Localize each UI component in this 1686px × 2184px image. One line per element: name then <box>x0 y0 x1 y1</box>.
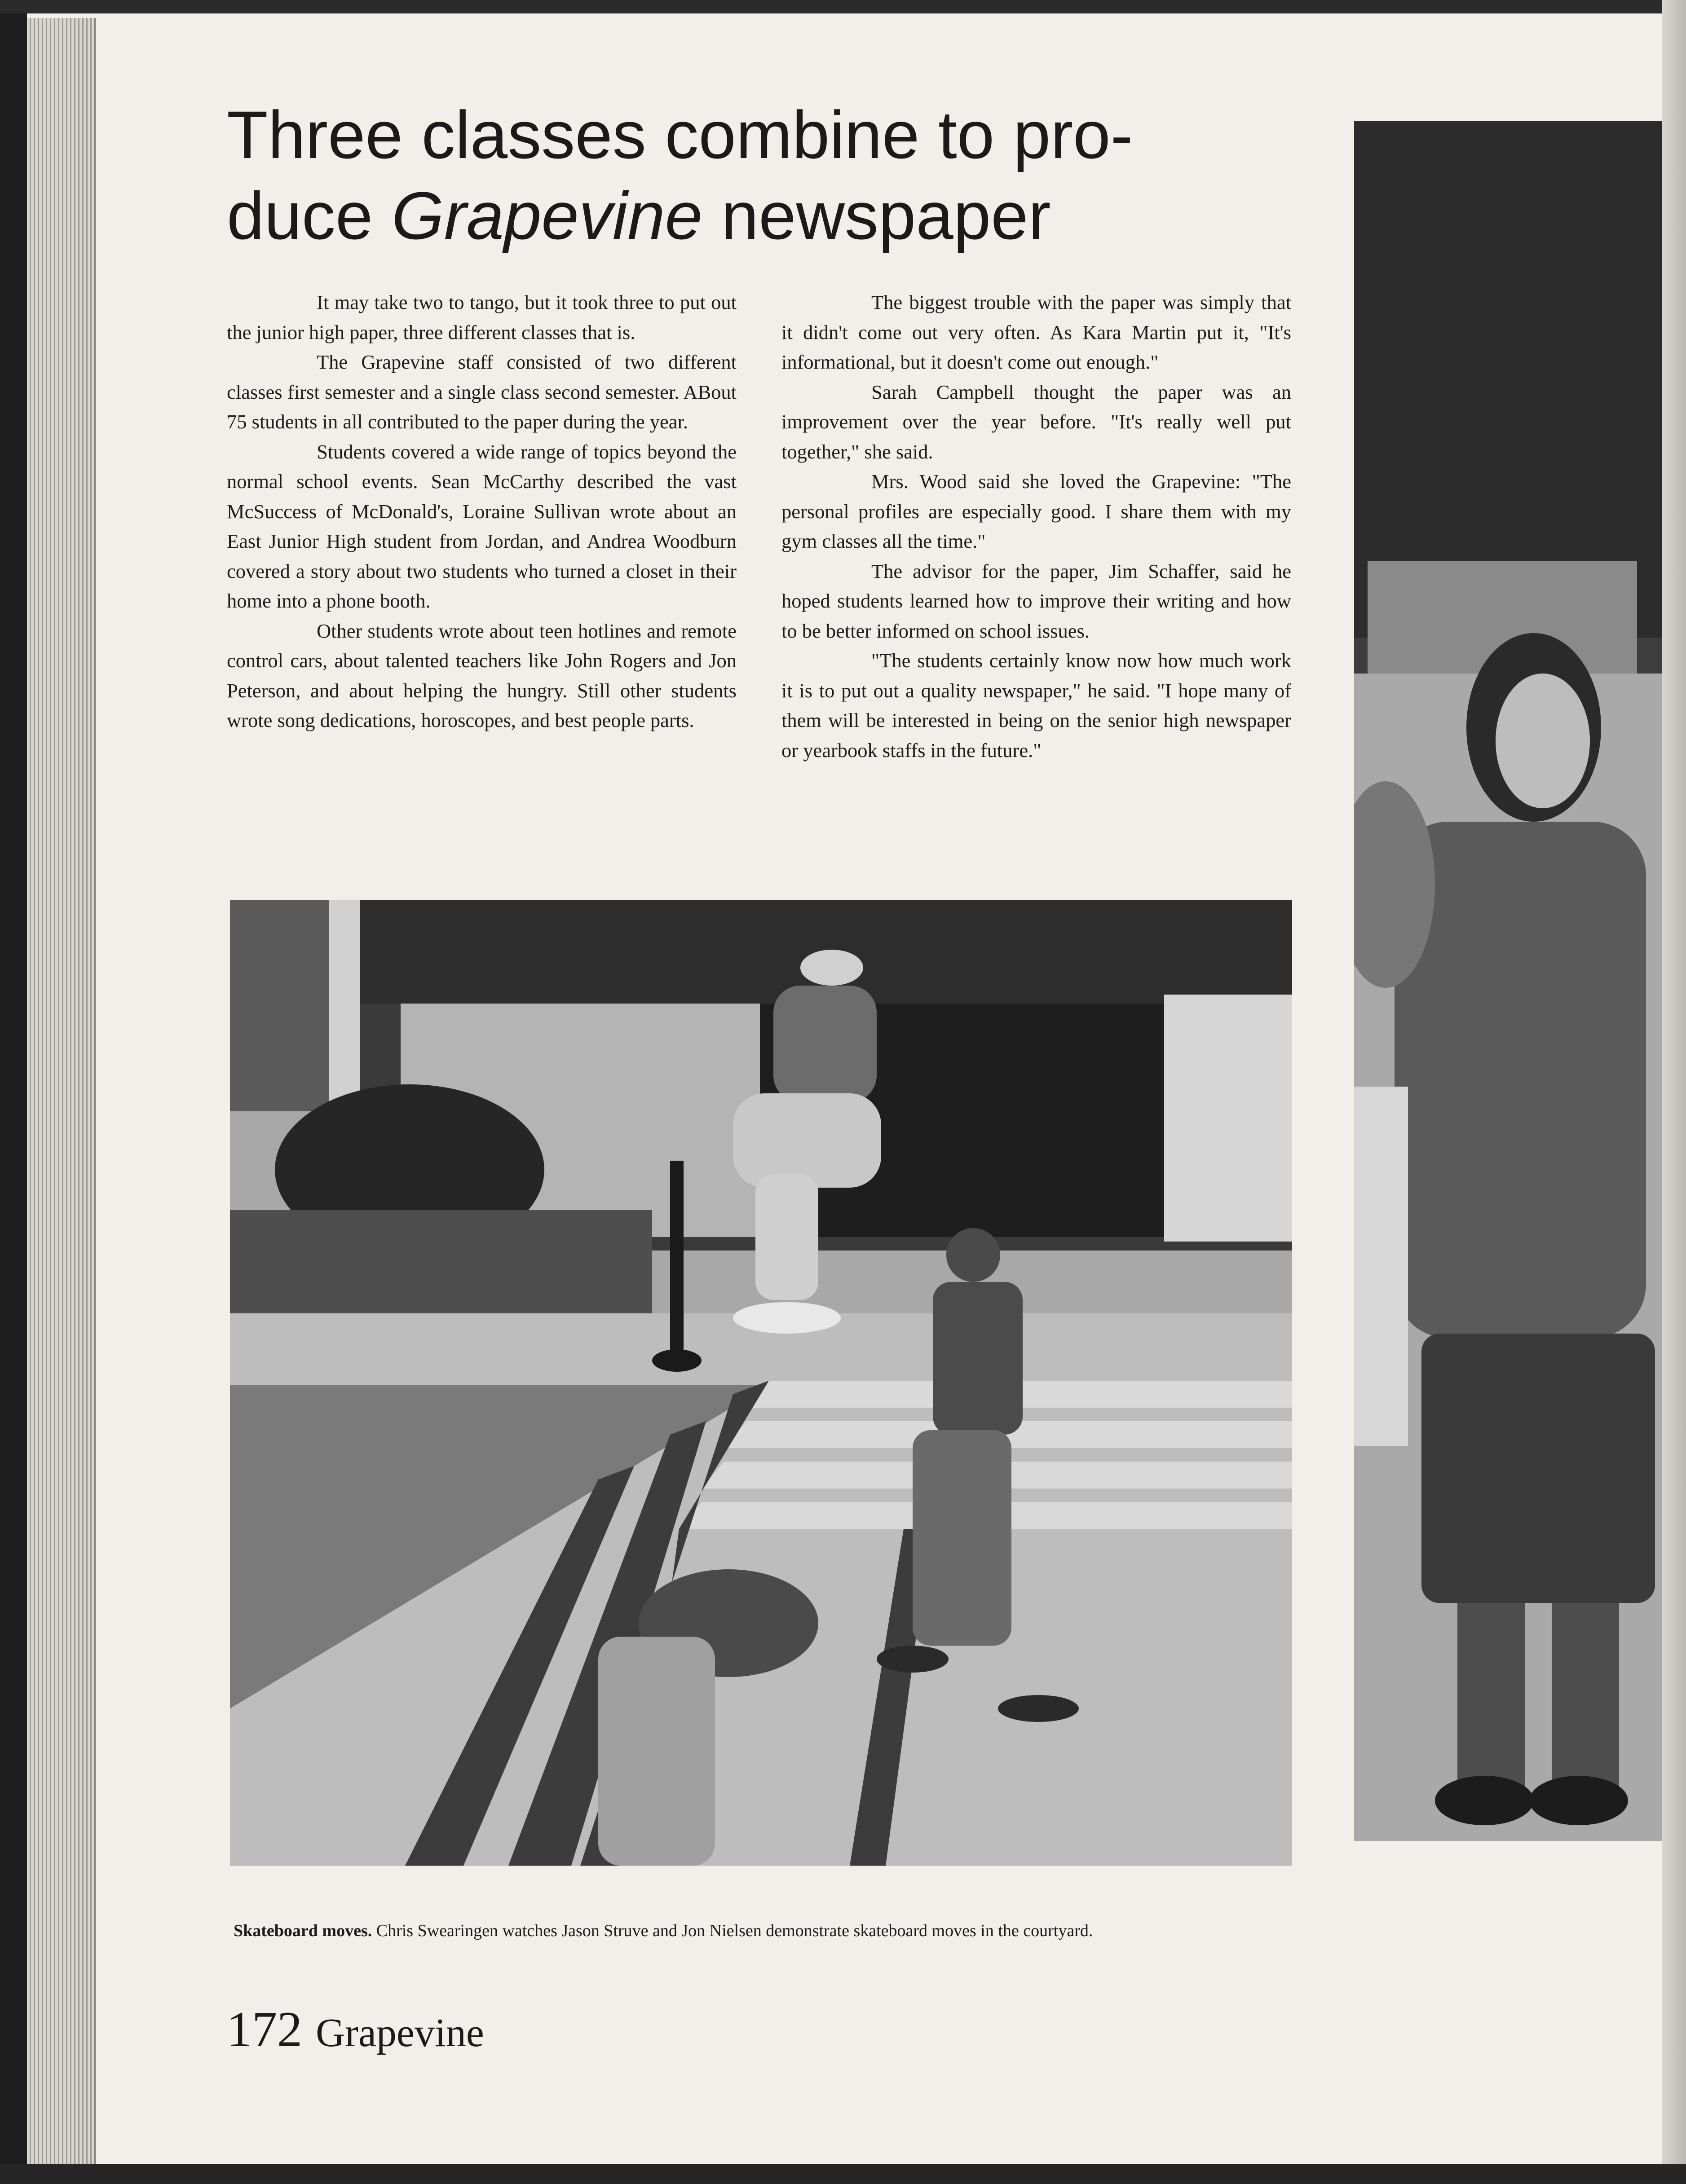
scan-border-top <box>0 0 1686 13</box>
paragraph: "The students certainly know now how much work it is to put out a quality newspaper," he said. "I hope many of them will be interested in being on the senior high newspaper or yearbook staffs in the future." <box>781 649 1291 762</box>
section-name: Grapevine <box>316 2011 484 2055</box>
photo-caption <box>234 1920 1311 1942</box>
skateboard-photo <box>230 900 1292 1866</box>
page-folio <box>227 2000 484 2062</box>
article-column-right <box>781 287 1291 765</box>
headline-line-1: Three classes combine to pro- <box>227 97 1133 172</box>
paragraph: Sarah Campbell thought the paper was an improvement over the year before. "It's really well put together," she said. <box>781 380 1291 463</box>
page-gutter <box>1662 0 1686 2184</box>
article-column-left <box>227 287 737 735</box>
paragraph: Mrs. Wood said she loved the Grapevine: "The personal profiles are especially good. I share them with my gym classes all the time." <box>781 470 1291 552</box>
paragraph: Students covered a wide range of topics beyond the normal school events. Sean McCarthy described the vast McSuccess of McDonald's, Loraine Sullivan wrote about an East Junior High student from Jordan, and Andrea Woodburn covered a story about two students who turned a closet in their home into a phone booth. <box>227 440 737 612</box>
paragraph: The advisor for the paper, Jim Schaffer, said he hoped students learned how to improve their writing and how to be better informed on school issues. <box>781 559 1291 642</box>
paragraph: The biggest trouble with the paper was simply that it didn't come out very often. As Kara Martin put it, "It's informational, but it doesn't come out enough." <box>781 291 1291 373</box>
paragraph: The Grapevine staff consisted of two different classes first semester and a single class second semester. ABout 75 students in all contributed to the paper during the year. <box>227 351 737 433</box>
headline-line-2-end: newspaper <box>702 178 1051 253</box>
headline-line-2-start: duce <box>227 178 392 253</box>
caption-lead: Skateboard moves. <box>234 1921 372 1940</box>
paragraph: It may take two to tango, but it took three to put out the junior high paper, three different classes that is. <box>227 291 737 343</box>
page-edge-stack <box>27 18 96 2169</box>
caption-text: Chris Swearingen watches Jason Struve and Jon Nielsen demonstrate skateboard moves in the courtyard. <box>372 1921 1093 1940</box>
binding-shadow <box>0 0 27 2184</box>
headline <box>227 94 1296 256</box>
page-number: 172 <box>227 2002 302 2057</box>
student-portrait-photo <box>1354 121 1662 1841</box>
paragraph: Other students wrote about teen hotlines and remote control cars, about talented teachers like John Rogers and Jon Peterson, and about helping the hungry. Still other students wrote song dedications, horoscopes, and best people parts. <box>227 619 737 731</box>
scan-border-bottom <box>0 2164 1686 2184</box>
headline-italic-title: Grapevine <box>391 178 703 253</box>
